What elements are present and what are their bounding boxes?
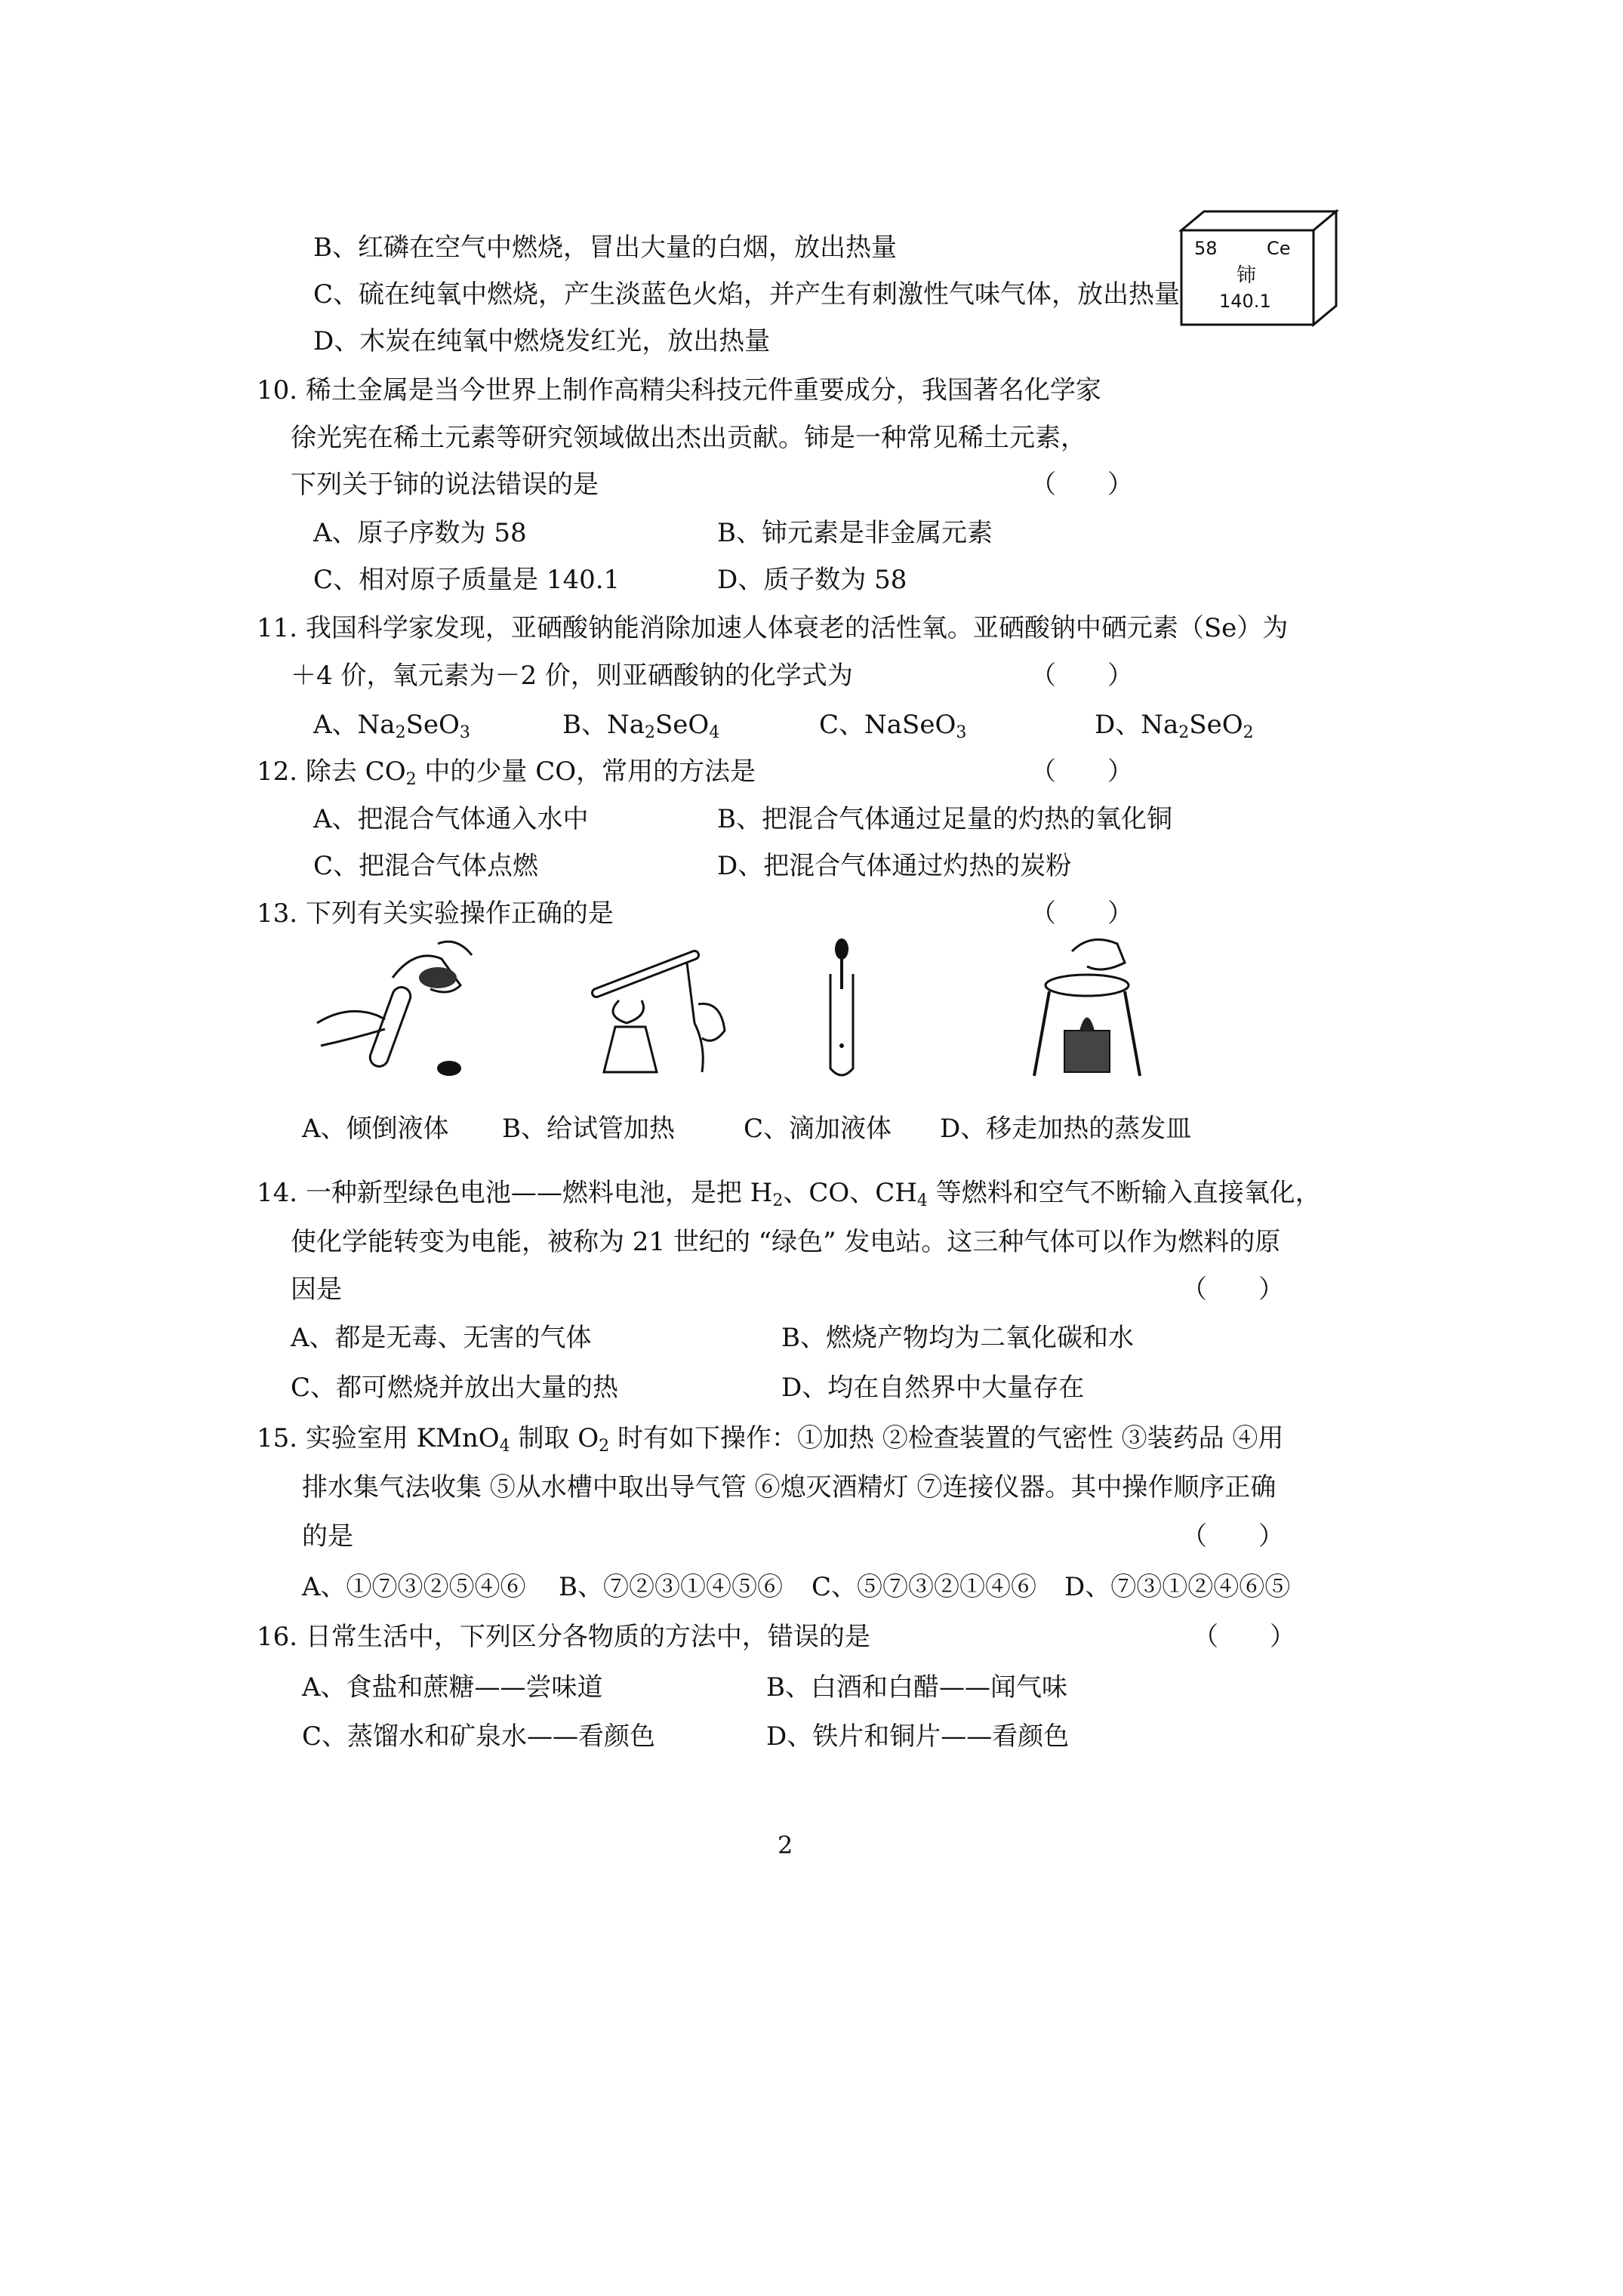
q14-option-c: C、都可燃烧并放出大量的热 xyxy=(291,1373,619,1403)
q14-option-d: D、均在自然界中大量存在 xyxy=(781,1373,1085,1403)
pouring-liquid-figure xyxy=(310,932,483,1083)
q14-option-a: A、都是无毒、无害的气体 xyxy=(291,1323,592,1353)
q14-option-b: B、燃烧产物均为二氧化碳和水 xyxy=(781,1323,1134,1353)
page-number: 2 xyxy=(778,1831,793,1860)
q12-option-c: C、把混合气体点燃 xyxy=(313,851,539,881)
q10-option-d: D、质子数为 58 xyxy=(717,565,907,595)
q11-stem-line2: ＋4 价，氧元素为－2 价，则亚硒酸钠的化学式为 xyxy=(291,661,853,691)
heating-test-tube-figure xyxy=(574,932,747,1083)
q12-answer-paren: （ ） xyxy=(1030,757,1133,787)
q14-answer-paren: （ ） xyxy=(1181,1274,1284,1305)
element-mass: 140.1 xyxy=(1219,291,1271,312)
q15-option-a: A、①⑦③②⑤④⑥ xyxy=(302,1572,526,1602)
q16-option-c: C、蒸馏水和矿泉水——看颜色 xyxy=(302,1721,656,1752)
q15-stem-line1: 15. 实验室用 KMnO$_4$ 制取 $O_2$ 时有如下操作：①加热 ②检查装置的气密性 ③装药品 ④用 xyxy=(257,1423,1284,1456)
q14-stem-line3: 因是 xyxy=(291,1274,342,1305)
q13-option-d: D、移走加热的蒸发皿 xyxy=(940,1114,1192,1144)
q15-stem-line3: 的是 xyxy=(302,1521,353,1552)
q11-option-a: A、$Na_2SeO_3$ xyxy=(313,710,470,742)
q16-answer-paren: （ ） xyxy=(1193,1622,1295,1652)
q16-option-d: D、铁片和铜片——看颜色 xyxy=(766,1721,1070,1752)
q10-option-c: C、相对原子质量是 140.1 xyxy=(313,565,621,595)
q11-option-d: D、$Na_2SeO_2$ xyxy=(1095,710,1254,742)
q12-option-a: A、把混合气体通入水中 xyxy=(313,804,589,834)
q14-stem-line2: 使化学能转变为电能，被称为 21 世纪的 “绿色” 发电站。这三种气体可以作为燃料的原 xyxy=(291,1227,1281,1257)
q13-stem: 13. 下列有关实验操作正确的是 xyxy=(257,898,614,929)
q13-option-b: B、给试管加热 xyxy=(502,1114,675,1144)
q10-stem-line3: 下列关于铈的说法错误的是 xyxy=(291,470,599,500)
element-number: 58 xyxy=(1194,238,1218,259)
q10-stem-line1: 10. 稀土金属是当今世界上制作高精尖科技元件重要成分，我国著名化学家 xyxy=(257,375,1101,405)
q15-stem-line2: 排水集气法收集 ⑤从水槽中取出导气管 ⑥熄灭酒精灯 ⑦连接仪器。其中操作顺序正确 xyxy=(302,1472,1277,1502)
q10-option-a: A、原子序数为 58 xyxy=(313,518,527,548)
q13-option-c: C、滴加液体 xyxy=(744,1114,892,1144)
q16-stem: 16. 日常生活中，下列区分各物质的方法中，错误的是 xyxy=(257,1622,870,1652)
q16-option-a: A、食盐和蔗糖——尝味道 xyxy=(302,1672,603,1703)
q15-answer-paren: （ ） xyxy=(1181,1521,1284,1552)
q9-option-d: D、木炭在纯氧中燃烧发红光，放出热量 xyxy=(313,326,771,356)
q9-option-c: C、硫在纯氧中燃烧，产生淡蓝色火焰，并产生有刺激性气味气体，放出热量 xyxy=(313,279,1181,310)
dropping-liquid-figure xyxy=(755,932,929,1083)
q13-answer-paren: （ ） xyxy=(1030,898,1133,929)
q11-option-c: C、NaSeO$_3$ xyxy=(819,710,967,742)
q15-option-c: C、⑤⑦③②①④⑥ xyxy=(812,1572,1037,1602)
q9-option-b: B、红磷在空气中燃烧，冒出大量的白烟，放出热量 xyxy=(313,233,897,263)
q12-option-d: D、把混合气体通过灼热的炭粉 xyxy=(717,851,1072,881)
q16-option-b: B、白酒和白醋——闻气味 xyxy=(766,1672,1067,1703)
q15-option-b: B、⑦②③①④⑤⑥ xyxy=(559,1572,783,1602)
cerium-element-card xyxy=(1178,208,1340,328)
element-symbol: Ce xyxy=(1267,238,1291,259)
q11-answer-paren: （ ） xyxy=(1030,661,1133,691)
q15-option-d: D、⑦③①②④⑥⑤ xyxy=(1064,1572,1291,1602)
q10-answer-paren: （ ） xyxy=(1030,470,1133,500)
q13-option-a: A、倾倒液体 xyxy=(302,1114,449,1144)
q14-stem-line1: 14. 一种新型绿色电池——燃料电池，是把 $H_2$、CO、$CH_4$ 等燃料和空气不断输入直接氧化， xyxy=(257,1178,1321,1210)
q12-stem: 12. 除去 $CO_2$ 中的少量 CO，常用的方法是 xyxy=(257,757,756,789)
q11-option-b: B、$Na_2SeO_4$ xyxy=(562,710,720,742)
q12-option-b: B、把混合气体通过足量的灼热的氧化铜 xyxy=(717,804,1172,834)
q10-stem-line2: 徐光宪在稀土元素等研究领域做出杰出贡献。铈是一种常见稀土元素， xyxy=(291,423,1086,453)
element-name: 铈 xyxy=(1236,264,1257,287)
q10-option-b: B、铈元素是非金属元素 xyxy=(717,518,993,548)
q11-stem-line1: 11. 我国科学家发现，亚硒酸钠能消除加速人体衰老的活性氧。亚硒酸钠中硒元素（Se）为 xyxy=(257,613,1289,643)
evaporating-dish-figure xyxy=(1004,932,1178,1083)
